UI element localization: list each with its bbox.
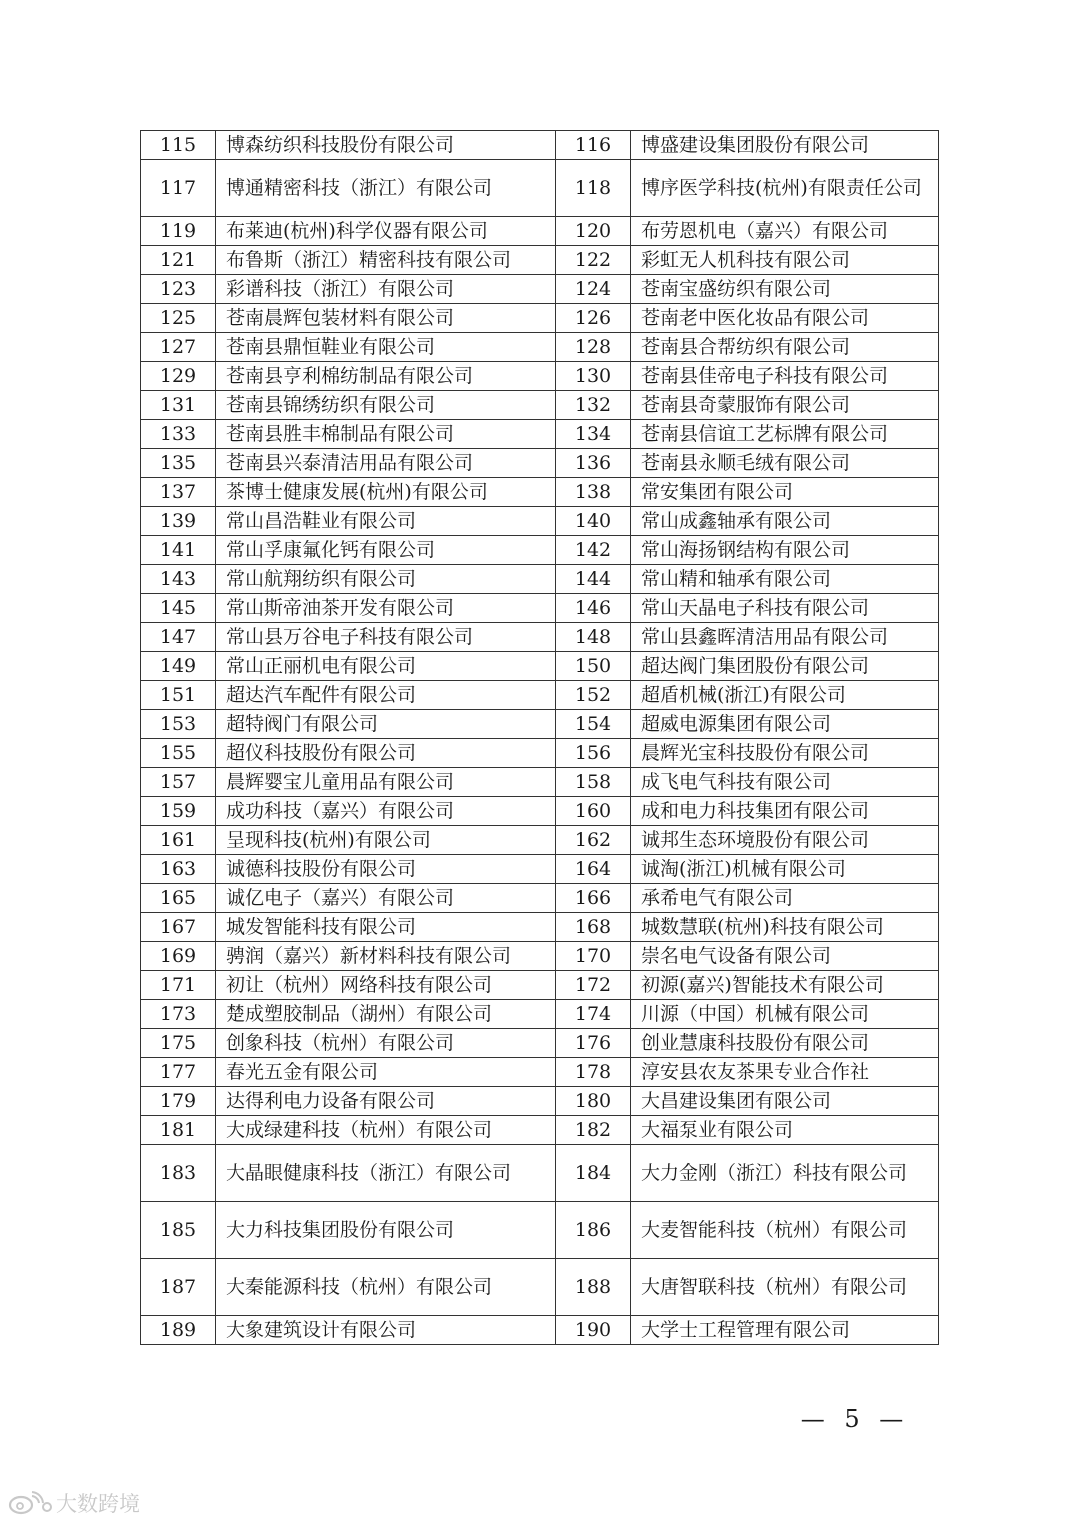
company-name-cell: 苍南县胜丰棉制品有限公司 xyxy=(216,420,556,449)
company-name-cell: 布鲁斯（浙江）精密科技有限公司 xyxy=(216,246,556,275)
table-row xyxy=(141,420,939,449)
company-name-cell: 常山斯帝油茶开发有限公司 xyxy=(216,594,556,623)
table-row xyxy=(141,478,939,507)
table-row xyxy=(141,913,939,942)
table-row xyxy=(141,160,939,217)
table-row xyxy=(141,681,939,710)
company-name-cell: 苍南县合帮纺织有限公司 xyxy=(631,333,939,362)
company-name-cell: 成功科技（嘉兴）有限公司 xyxy=(216,797,556,826)
row-number-cell: 129 xyxy=(141,362,216,391)
company-name-cell: 苍南县永顺毛绒有限公司 xyxy=(631,449,939,478)
row-number-cell: 126 xyxy=(556,304,631,333)
company-name-cell: 诚德科技股份有限公司 xyxy=(216,855,556,884)
company-name-cell: 诚亿电子（嘉兴）有限公司 xyxy=(216,884,556,913)
row-number-cell: 138 xyxy=(556,478,631,507)
table-row xyxy=(141,942,939,971)
table-row xyxy=(141,1259,939,1316)
company-name-cell: 苍南宝盛纺织有限公司 xyxy=(631,275,939,304)
company-name-cell: 崇名电气设备有限公司 xyxy=(631,942,939,971)
page-number: — 5 — xyxy=(800,1405,910,1433)
company-name-cell: 苍南县奇蒙服饰有限公司 xyxy=(631,391,939,420)
row-number-cell: 165 xyxy=(141,884,216,913)
row-number-cell: 180 xyxy=(556,1087,631,1116)
company-name-cell: 彩谱科技（浙江）有限公司 xyxy=(216,275,556,304)
row-number-cell: 175 xyxy=(141,1029,216,1058)
row-number-cell: 168 xyxy=(556,913,631,942)
row-number-cell: 150 xyxy=(556,652,631,681)
row-number-cell: 142 xyxy=(556,536,631,565)
row-number-cell: 167 xyxy=(141,913,216,942)
company-name-cell: 大力金刚（浙江）科技有限公司 xyxy=(631,1145,939,1202)
table-row xyxy=(141,565,939,594)
company-name-cell: 楚成塑胶制品（湖州）有限公司 xyxy=(216,1000,556,1029)
company-name-cell: 淳安县农友茶果专业合作社 xyxy=(631,1058,939,1087)
company-name-cell: 创业慧康科技股份有限公司 xyxy=(631,1029,939,1058)
table-row xyxy=(141,971,939,1000)
company-name-cell: 常山孚康氟化钙有限公司 xyxy=(216,536,556,565)
company-name-cell: 苍南县锦绣纺织有限公司 xyxy=(216,391,556,420)
table-row xyxy=(141,246,939,275)
company-name-cell: 承希电气有限公司 xyxy=(631,884,939,913)
company-name-cell: 超达汽车配件有限公司 xyxy=(216,681,556,710)
company-name-cell: 大象建筑设计有限公司 xyxy=(216,1316,556,1345)
company-name-cell: 创象科技（杭州）有限公司 xyxy=(216,1029,556,1058)
table-row xyxy=(141,623,939,652)
row-number-cell: 131 xyxy=(141,391,216,420)
row-number-cell: 171 xyxy=(141,971,216,1000)
company-name-cell: 布莱迪(杭州)科学仪器有限公司 xyxy=(216,217,556,246)
row-number-cell: 118 xyxy=(556,160,631,217)
company-name-cell: 苍南县亨利棉纺制品有限公司 xyxy=(216,362,556,391)
row-number-cell: 135 xyxy=(141,449,216,478)
row-number-cell: 176 xyxy=(556,1029,631,1058)
company-name-cell: 苍南县鼎恒鞋业有限公司 xyxy=(216,333,556,362)
company-name-cell: 苍南晨辉包装材料有限公司 xyxy=(216,304,556,333)
table-row xyxy=(141,1316,939,1345)
row-number-cell: 163 xyxy=(141,855,216,884)
company-name-cell: 超盾机械(浙江)有限公司 xyxy=(631,681,939,710)
company-name-cell: 大昌建设集团有限公司 xyxy=(631,1087,939,1116)
company-name-cell: 诚邦生态环境股份有限公司 xyxy=(631,826,939,855)
row-number-cell: 141 xyxy=(141,536,216,565)
row-number-cell: 182 xyxy=(556,1116,631,1145)
row-number-cell: 155 xyxy=(141,739,216,768)
company-name-cell: 大学士工程管理有限公司 xyxy=(631,1316,939,1345)
row-number-cell: 158 xyxy=(556,768,631,797)
company-list-body xyxy=(141,131,939,1345)
table-row xyxy=(141,1202,939,1259)
row-number-cell: 161 xyxy=(141,826,216,855)
company-name-cell: 大晶眼健康科技（浙江）有限公司 xyxy=(216,1145,556,1202)
company-name-cell: 诚淘(浙江)机械有限公司 xyxy=(631,855,939,884)
company-name-cell: 骋润（嘉兴）新材料科技有限公司 xyxy=(216,942,556,971)
row-number-cell: 178 xyxy=(556,1058,631,1087)
table-row xyxy=(141,710,939,739)
row-number-cell: 149 xyxy=(141,652,216,681)
row-number-cell: 136 xyxy=(556,449,631,478)
company-name-cell: 布劳恩机电（嘉兴）有限公司 xyxy=(631,217,939,246)
company-name-cell: 大麦智能科技（杭州）有限公司 xyxy=(631,1202,939,1259)
row-number-cell: 148 xyxy=(556,623,631,652)
row-number-cell: 143 xyxy=(141,565,216,594)
company-name-cell: 苍南县佳帝电子科技有限公司 xyxy=(631,362,939,391)
company-name-cell: 川源（中国）机械有限公司 xyxy=(631,1000,939,1029)
company-name-cell: 常山航翔纺织有限公司 xyxy=(216,565,556,594)
company-name-cell: 呈现科技(杭州)有限公司 xyxy=(216,826,556,855)
company-name-cell: 博序医学科技(杭州)有限责任公司 xyxy=(631,160,939,217)
table-row xyxy=(141,131,939,160)
company-name-cell: 初源(嘉兴)智能技术有限公司 xyxy=(631,971,939,1000)
row-number-cell: 157 xyxy=(141,768,216,797)
row-number-cell: 133 xyxy=(141,420,216,449)
table-row xyxy=(141,333,939,362)
company-name-cell: 常安集团有限公司 xyxy=(631,478,939,507)
table-row xyxy=(141,536,939,565)
company-name-cell: 茶博士健康发展(杭州)有限公司 xyxy=(216,478,556,507)
company-name-cell: 常山成鑫轴承有限公司 xyxy=(631,507,939,536)
table-row xyxy=(141,304,939,333)
row-number-cell: 115 xyxy=(141,131,216,160)
row-number-cell: 121 xyxy=(141,246,216,275)
row-number-cell: 186 xyxy=(556,1202,631,1259)
company-name-cell: 常山天晶电子科技有限公司 xyxy=(631,594,939,623)
company-list-table xyxy=(140,130,939,1345)
row-number-cell: 125 xyxy=(141,304,216,333)
table-row xyxy=(141,449,939,478)
row-number-cell: 144 xyxy=(556,565,631,594)
table-row xyxy=(141,1029,939,1058)
row-number-cell: 127 xyxy=(141,333,216,362)
row-number-cell: 166 xyxy=(556,884,631,913)
row-number-cell: 162 xyxy=(556,826,631,855)
table-row xyxy=(141,275,939,304)
row-number-cell: 119 xyxy=(141,217,216,246)
row-number-cell: 120 xyxy=(556,217,631,246)
row-number-cell: 153 xyxy=(141,710,216,739)
company-name-cell: 博盛建设集团股份有限公司 xyxy=(631,131,939,160)
company-name-cell: 博森纺织科技股份有限公司 xyxy=(216,131,556,160)
company-name-cell: 大成绿建科技（杭州）有限公司 xyxy=(216,1116,556,1145)
row-number-cell: 185 xyxy=(141,1202,216,1259)
table-row xyxy=(141,217,939,246)
row-number-cell: 134 xyxy=(556,420,631,449)
watermark xyxy=(8,1488,140,1518)
row-number-cell: 179 xyxy=(141,1087,216,1116)
row-number-cell: 137 xyxy=(141,478,216,507)
row-number-cell: 190 xyxy=(556,1316,631,1345)
row-number-cell: 177 xyxy=(141,1058,216,1087)
watermark-text: 大数跨境 xyxy=(56,1492,140,1516)
company-name-cell: 超仪科技股份有限公司 xyxy=(216,739,556,768)
row-number-cell: 183 xyxy=(141,1145,216,1202)
row-number-cell: 172 xyxy=(556,971,631,1000)
company-name-cell: 春光五金有限公司 xyxy=(216,1058,556,1087)
company-name-cell: 常山精和轴承有限公司 xyxy=(631,565,939,594)
row-number-cell: 184 xyxy=(556,1145,631,1202)
table-row xyxy=(141,884,939,913)
table-row xyxy=(141,1058,939,1087)
row-number-cell: 170 xyxy=(556,942,631,971)
row-number-cell: 173 xyxy=(141,1000,216,1029)
row-number-cell: 128 xyxy=(556,333,631,362)
company-name-cell: 城发智能科技有限公司 xyxy=(216,913,556,942)
company-name-cell: 晨辉光宝科技股份有限公司 xyxy=(631,739,939,768)
row-number-cell: 174 xyxy=(556,1000,631,1029)
table-row xyxy=(141,739,939,768)
row-number-cell: 154 xyxy=(556,710,631,739)
company-name-cell: 博通精密科技（浙江）有限公司 xyxy=(216,160,556,217)
row-number-cell: 132 xyxy=(556,391,631,420)
company-name-cell: 超特阀门有限公司 xyxy=(216,710,556,739)
table-row xyxy=(141,1145,939,1202)
row-number-cell: 147 xyxy=(141,623,216,652)
company-name-cell: 苍南县信谊工艺标牌有限公司 xyxy=(631,420,939,449)
table-row xyxy=(141,1116,939,1145)
company-name-cell: 常山县鑫晖清洁用品有限公司 xyxy=(631,623,939,652)
row-number-cell: 130 xyxy=(556,362,631,391)
weibo-logo-icon xyxy=(8,1490,52,1516)
table-row xyxy=(141,797,939,826)
table-row xyxy=(141,594,939,623)
row-number-cell: 117 xyxy=(141,160,216,217)
company-name-cell: 苍南县兴泰清洁用品有限公司 xyxy=(216,449,556,478)
row-number-cell: 169 xyxy=(141,942,216,971)
company-name-cell: 大秦能源科技（杭州）有限公司 xyxy=(216,1259,556,1316)
company-name-cell: 初让（杭州）网络科技有限公司 xyxy=(216,971,556,1000)
row-number-cell: 159 xyxy=(141,797,216,826)
row-number-cell: 151 xyxy=(141,681,216,710)
row-number-cell: 156 xyxy=(556,739,631,768)
company-name-cell: 大福泵业有限公司 xyxy=(631,1116,939,1145)
company-name-cell: 成飞电气科技有限公司 xyxy=(631,768,939,797)
table-row xyxy=(141,652,939,681)
company-name-cell: 超达阀门集团股份有限公司 xyxy=(631,652,939,681)
row-number-cell: 123 xyxy=(141,275,216,304)
row-number-cell: 116 xyxy=(556,131,631,160)
company-name-cell: 常山海扬钢结构有限公司 xyxy=(631,536,939,565)
company-name-cell: 成和电力科技集团有限公司 xyxy=(631,797,939,826)
row-number-cell: 189 xyxy=(141,1316,216,1345)
row-number-cell: 188 xyxy=(556,1259,631,1316)
company-name-cell: 晨辉婴宝儿童用品有限公司 xyxy=(216,768,556,797)
row-number-cell: 124 xyxy=(556,275,631,304)
company-name-cell: 超威电源集团有限公司 xyxy=(631,710,939,739)
row-number-cell: 181 xyxy=(141,1116,216,1145)
table-row xyxy=(141,362,939,391)
row-number-cell: 140 xyxy=(556,507,631,536)
table-row xyxy=(141,1087,939,1116)
row-number-cell: 122 xyxy=(556,246,631,275)
row-number-cell: 164 xyxy=(556,855,631,884)
table-row xyxy=(141,507,939,536)
company-name-cell: 常山昌浩鞋业有限公司 xyxy=(216,507,556,536)
row-number-cell: 139 xyxy=(141,507,216,536)
row-number-cell: 152 xyxy=(556,681,631,710)
company-name-cell: 达得利电力设备有限公司 xyxy=(216,1087,556,1116)
table-row xyxy=(141,855,939,884)
table-row xyxy=(141,391,939,420)
row-number-cell: 187 xyxy=(141,1259,216,1316)
row-number-cell: 160 xyxy=(556,797,631,826)
company-name-cell: 苍南老中医化妆品有限公司 xyxy=(631,304,939,333)
table-row xyxy=(141,826,939,855)
table-row xyxy=(141,1000,939,1029)
company-name-cell: 大唐智联科技（杭州）有限公司 xyxy=(631,1259,939,1316)
company-name-cell: 大力科技集团股份有限公司 xyxy=(216,1202,556,1259)
company-name-cell: 城数慧联(杭州)科技有限公司 xyxy=(631,913,939,942)
company-name-cell: 彩虹无人机科技有限公司 xyxy=(631,246,939,275)
row-number-cell: 146 xyxy=(556,594,631,623)
table-row xyxy=(141,768,939,797)
row-number-cell: 145 xyxy=(141,594,216,623)
company-name-cell: 常山正丽机电有限公司 xyxy=(216,652,556,681)
company-name-cell: 常山县万谷电子科技有限公司 xyxy=(216,623,556,652)
